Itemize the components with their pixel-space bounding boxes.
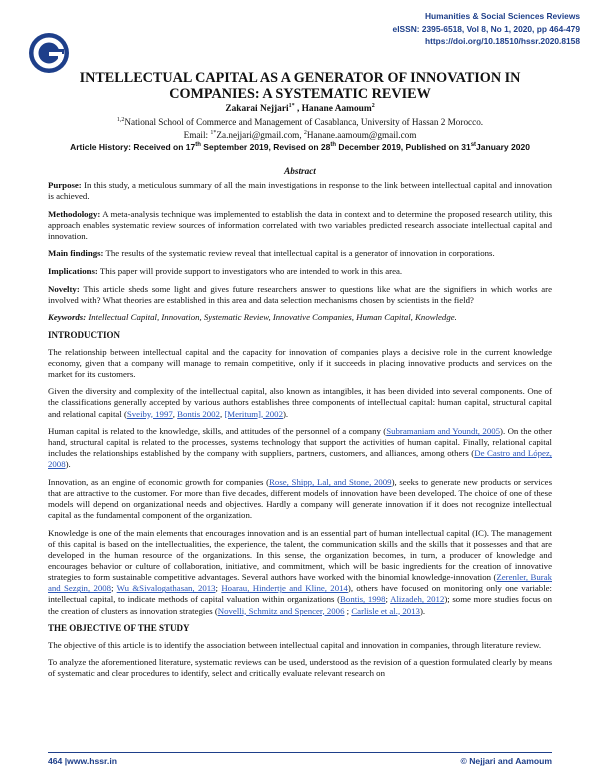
- author-1-sup: 1*: [288, 103, 295, 109]
- abstract-novelty: [48, 284, 552, 306]
- findings-text: The results of the systematic review reveal that intellectual capital is a generator of innovation in corporations.: [103, 248, 495, 259]
- affiliation: [0, 115, 600, 141]
- footer-copyright: © Nejjari and Aamoum: [460, 756, 552, 766]
- ref-link[interactable]: Alizadeh, 2012: [390, 594, 445, 605]
- history-part-1: Article History: Received on 17: [70, 142, 196, 152]
- intro-p2-text: Given the diversity and complexity of the intellectual capital, also known as intangibles, it has been divided into several components. One of the classifications generally accepted by various authors establishes three components of intellectual capital: human capital, structural capital and relational capital (: [48, 386, 552, 419]
- purpose-text: In this study, a meticulous summary of all the main investigations in response to the link between intellectual capital and innovation is achieved.: [48, 180, 552, 202]
- ref-link[interactable]: [Meritum], 2002: [224, 408, 283, 419]
- intro-p3: [48, 426, 552, 470]
- abstract-heading: Abstract: [284, 166, 316, 176]
- affil-text: National School of Commerce and Management of Casablanca, University of Hassan 2 Morocco.: [124, 117, 484, 128]
- ref-link[interactable]: Novelli, Schmitz and Spencer, 2006: [217, 605, 345, 616]
- ref-link[interactable]: Subramaniam and Youndt, 2005: [386, 426, 501, 437]
- findings-label: Main findings:: [48, 248, 104, 259]
- intro-p2: [48, 386, 552, 419]
- footer-page-site[interactable]: 464 |www.hssr.in: [48, 756, 117, 766]
- ref-sep: ;: [385, 594, 391, 605]
- keywords-label: Keywords:: [48, 312, 87, 323]
- history-part-2: September 2019, Revised on 28: [200, 142, 331, 152]
- intro-p4: [48, 477, 552, 521]
- journal-doi[interactable]: https://doi.org/10.18510/hssr.2020.8158: [424, 36, 580, 47]
- journal-name: Humanities & Social Sciences Reviews: [424, 11, 580, 21]
- title-line-2: COMPANIES: A SYSTEMATIC REVIEW: [169, 86, 431, 102]
- history-sup-3: st: [470, 142, 477, 149]
- history-part-3: December 2019, Published on 31: [336, 142, 471, 152]
- implications-label: Implications:: [48, 266, 98, 277]
- affil-sup: 1,2: [116, 117, 125, 123]
- article-history: [0, 142, 600, 152]
- journal-logo-icon: [28, 32, 70, 74]
- email-2[interactable]: Hanane.aamoum@gmail.com: [306, 130, 417, 141]
- intro-p1: The relationship between intellectual capital and the capacity for innovation of companies plays a decisive role in the current knowledge economy, given that a company will manage to remain competitive, only if it succeeds in placing innovative products and services on the market for its customers.: [48, 346, 552, 379]
- author-sep: ,: [294, 104, 302, 115]
- title-line-1: INTELLECTUAL CAPITAL AS A GENERATOR OF INNOVATION IN: [79, 70, 521, 86]
- intro-heading: INTRODUCTION: [48, 329, 121, 340]
- novelty-text: This article sheds some light and gives future researchers answer to questions like what are the signifiers in which works are involved with? What theories are established in this area and data selection mechanisms chosen by scientists in the field?: [48, 283, 552, 305]
- implications-text: This paper will provide support to investigators who are intended to work in this area.: [97, 266, 403, 277]
- intro-p5-text-2: ), others have focused on monitoring only one variable: intellectual capital, to indicate methods of capital valuation within organizations (: [48, 583, 552, 605]
- ref-link[interactable]: Carlisle et al., 2013: [351, 605, 420, 616]
- ref-sep: ,: [172, 408, 178, 419]
- journal-header: [393, 10, 580, 48]
- method-label: Methodology:: [48, 208, 101, 219]
- email-label: Email:: [183, 130, 211, 141]
- intro-p5-text-3: ); some more studies focus on the creation of clusters as innovation strategies (: [48, 594, 552, 616]
- email-1[interactable]: Za.nejjari@gmail.com,: [216, 130, 304, 141]
- intro-p5: [48, 528, 552, 617]
- author-1: Zakarai Nejjari: [225, 104, 289, 115]
- email-2-sup: 2: [303, 130, 307, 137]
- abstract-keywords: [48, 312, 552, 323]
- ref-sep: ;: [111, 583, 117, 594]
- abstract-purpose: [48, 180, 552, 202]
- intro-p2-end: ).: [282, 408, 289, 419]
- intro-p3-text-2: ). On the other hand, structural capital is related to the processes, systems technology that support the activities of human capital. Finally, relational capital includes the relationships established by the company with suppliers, partners, customers, and alliances, among others (: [48, 426, 552, 459]
- journal-issn: eISSN: 2395-6518, Vol 8, No 1, 2020, pp 464-479: [392, 23, 580, 34]
- ref-link[interactable]: Sveiby, 1997: [126, 408, 173, 419]
- ref-sep: ,: [219, 408, 225, 419]
- paper-body: [48, 180, 552, 686]
- ref-link[interactable]: Hoarau, Hindertje and Kline, 2014: [221, 583, 348, 594]
- abstract-findings: [48, 248, 552, 259]
- ref-link[interactable]: De Castro and López, 2008: [48, 448, 552, 470]
- author-2-sup: 2: [371, 103, 375, 109]
- intro-p3-text: Human capital is related to the knowledge, skills, and attitudes of the personnel of a company (: [48, 426, 387, 437]
- history-sup-1: th: [195, 142, 201, 149]
- intro-p4-text-2: ), seeks to generate new products or services that are attractive to the customer. For more than five decades, different models of innovation have been developed. The choice of one of these models will depend on organizational needs and objectives. Hardly a company will generate innovation if it does not recognize intellectual capital as the fundamental component of the organization.: [48, 476, 552, 521]
- intro-p4-text: Innovation, as an engine of economic growth for companies (: [48, 476, 270, 487]
- paper-title: [60, 70, 540, 102]
- purpose-label: Purpose:: [48, 180, 82, 190]
- abstract-implications: [48, 266, 552, 277]
- method-text: A meta-analysis technique was implemented to establish the data in context and to determine the proposed research utility, this approach enables systematic review sources of information correlated with two variables predicted research associate intellectual capital and innovation.: [48, 208, 552, 241]
- intro-p5-end: ).: [419, 605, 426, 616]
- objective-p2: To analyze the aforementioned literature, systematic reviews can be used, understood as the revision of a question formulated clearly by means of systematic and clear procedures to identify, select and critically evaluate relevant research on: [48, 657, 552, 679]
- author-2: Hanane Aamoum: [301, 104, 372, 115]
- ref-link[interactable]: Bontis 2002: [177, 408, 220, 419]
- objective-heading: THE OBJECTIVE OF THE STUDY: [48, 623, 190, 634]
- email-1-sup: 1*: [210, 130, 217, 137]
- intro-p3-end: ).: [65, 459, 71, 470]
- ref-sep: ;: [344, 605, 352, 616]
- intro-p5-text: Knowledge is one of the main elements that encourages innovation and is an essential part of human intellectual capital (IC). The management of this capital is based on the intellectualities, the experience, the talent, the communication skills and the skills that it possesses and that are developed in the human resource of the organizations. In this sense, the organization becomes, in turn, a producer of knowledge and encourages behavior or culture of collaboration, initiative, and commitment, which will be basic ingredients for the creation of innovative strategies to form sustainable competitive advantages. Several authors have worked with the binomial knowledge-innovation (: [48, 527, 552, 583]
- history-part-4: January 2020: [476, 142, 530, 152]
- history-sup-2: th: [330, 142, 337, 149]
- ref-link[interactable]: Bontis, 1998: [340, 594, 386, 605]
- objective-p1: The objective of this article is to identify the association between intellectual capital and innovation in companies, through literature review.: [48, 639, 542, 650]
- ref-link[interactable]: Wu &Sivalogathasan, 2013: [116, 583, 216, 594]
- footer-divider: [48, 752, 552, 753]
- abstract-methodology: [48, 209, 552, 242]
- authors: [0, 103, 600, 114]
- novelty-label: Novelty:: [48, 283, 80, 294]
- ref-sep: ;: [215, 583, 222, 594]
- ref-link[interactable]: Zerenler, Burak and Sezgin, 2008: [48, 572, 552, 594]
- ref-link[interactable]: Rose, Shipp, Lal, and Stone, 2009: [269, 476, 392, 487]
- keywords-text: Intellectual Capital, Innovation, Systematic Review, Innovative Companies, Human Capital, Knowledge.: [86, 312, 457, 323]
